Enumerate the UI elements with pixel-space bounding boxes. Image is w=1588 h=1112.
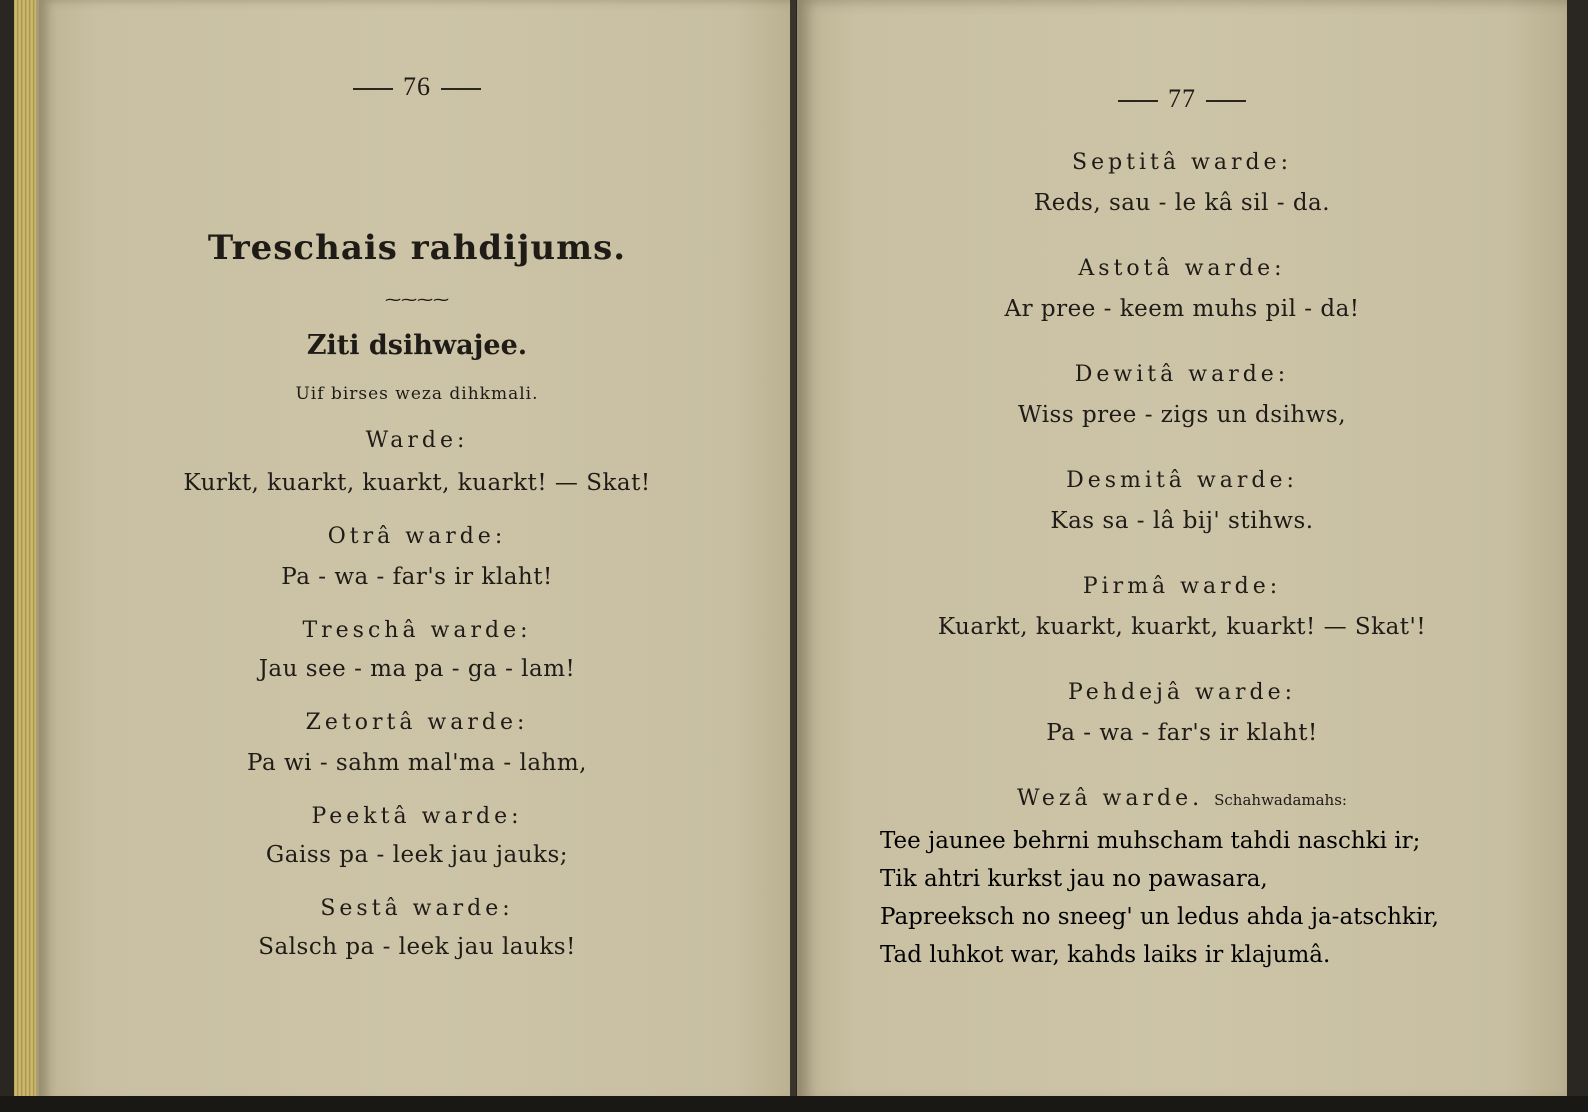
bottom-edge bbox=[0, 1096, 1588, 1112]
verse-line: Ar pree - keem muhs pil - da! bbox=[1004, 296, 1360, 322]
speaker-label: Desmitâ warde: bbox=[1066, 468, 1298, 493]
book-gutter bbox=[790, 0, 796, 1104]
speaker-label: Zetortâ warde: bbox=[305, 710, 529, 735]
verse-line: Pa - wa - far's ir klaht! bbox=[1046, 720, 1318, 746]
speaker-label: Septitâ warde: bbox=[1072, 150, 1292, 175]
speaker-aside: Schahwadamahs: bbox=[1214, 791, 1347, 809]
page-number-ornament bbox=[441, 88, 481, 90]
verse-line: Wiss pree - zigs un dsihws, bbox=[1017, 402, 1347, 428]
verse-line: Pa - wa - far's ir klaht! bbox=[281, 564, 553, 590]
page-number-ornament bbox=[1118, 100, 1158, 102]
stanza-line: Papreeksch no sneeg' un ledus ahda ja-atschkir, bbox=[880, 904, 1439, 930]
speaker-label: Otrâ warde: bbox=[327, 524, 507, 549]
stanza-line: Tee jaunee behrni muhscham tahdi naschki ir; bbox=[880, 828, 1421, 854]
speaker-label: Peektâ warde: bbox=[311, 804, 523, 829]
page-number-text: 76 bbox=[403, 72, 431, 101]
page-number-ornament bbox=[1206, 100, 1246, 102]
verse-line: Kurkt, kuarkt, kuarkt, kuarkt! — Skat! bbox=[183, 470, 651, 496]
book-edge bbox=[14, 0, 36, 1104]
left-page bbox=[36, 0, 795, 1104]
verse-line: Reds, sau - le kâ sil - da. bbox=[1033, 190, 1331, 216]
page-number-text: 77 bbox=[1168, 84, 1196, 113]
stanza-line: Tik ahtri kurkst jau no pawasara, bbox=[880, 866, 1268, 892]
speaker-label: Treschâ warde: bbox=[302, 618, 532, 643]
title-ornament: ⁓⁓⁓⁓ bbox=[385, 290, 449, 309]
speaker-label: Warde: bbox=[365, 428, 469, 453]
speaker-label: Astotâ warde: bbox=[1078, 256, 1286, 281]
tune-note: Uif birses weza dihkmali. bbox=[295, 384, 539, 404]
verse-line: Kas sa - lâ bij' stihws. bbox=[1050, 508, 1314, 534]
section-title: Treschais rahdijums. bbox=[207, 228, 627, 268]
speaker-label: Pirmâ warde: bbox=[1082, 574, 1282, 599]
speaker-label: Wezâ warde. bbox=[1017, 786, 1204, 811]
poem-subtitle: Ziti dsihwajee. bbox=[306, 330, 528, 361]
verse-line: Salsch pa - leek jau lauks! bbox=[258, 934, 576, 960]
speaker-label: Sestâ warde: bbox=[320, 896, 514, 921]
closing-stanza bbox=[880, 822, 1439, 974]
page-number-right bbox=[797, 84, 1567, 114]
verse-line: Gaiss pa - leek jau jauks; bbox=[265, 842, 569, 868]
page-number-ornament bbox=[353, 88, 393, 90]
speaker-label: Dewitâ warde: bbox=[1074, 362, 1290, 387]
speaker-label: Pehdejâ warde: bbox=[1067, 680, 1296, 705]
speaker-heading-old-guard bbox=[797, 786, 1567, 811]
verse-line: Jau see - ma pa - ga - lam! bbox=[258, 656, 576, 682]
verse-line: Kuarkt, kuarkt, kuarkt, kuarkt! — Skat'! bbox=[937, 614, 1427, 640]
page-number-left bbox=[39, 72, 795, 102]
verse-line: Pa wi - sahm mal'ma - lahm, bbox=[247, 750, 587, 776]
stanza-line: Tad luhkot war, kahds laiks ir klajumâ. bbox=[880, 942, 1331, 968]
